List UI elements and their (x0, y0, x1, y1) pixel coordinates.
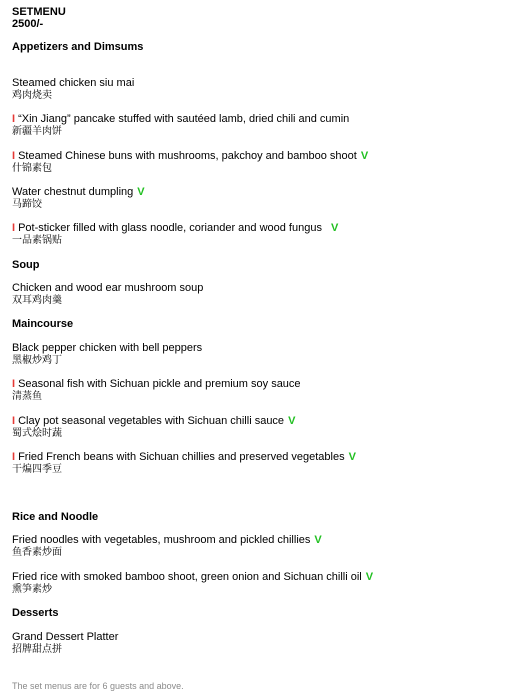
menu-item-zh: 鱼香素炒面 (12, 547, 62, 558)
menu-item-en: Clay pot seasonal vegetables with Sichuan chilli sauce (18, 415, 285, 427)
veg-marker-icon: V (348, 451, 356, 463)
menu-item (12, 534, 322, 547)
menu-item-en: Fried rice with smoked bamboo shoot, green onion and Sichuan chilli oil (12, 571, 362, 583)
menu-item-en: Fried French beans with Sichuan chillies and preserved vegetables (18, 451, 345, 463)
menu-item-zh: 新疆羊肉饼 (12, 126, 62, 137)
veg-marker-icon: V (288, 415, 296, 427)
spicy-marker-icon: I (12, 378, 16, 390)
section-heading-rice-noodle: Rice and Noodle (12, 511, 99, 523)
menu-item (12, 150, 368, 163)
menu-item (12, 451, 356, 464)
menu-page (12, 0, 502, 700)
spicy-marker-icon: I (12, 150, 16, 162)
menu-item-zh: 干煸四季豆 (12, 464, 62, 475)
menu-item-en: Grand Dessert Platter (12, 631, 119, 643)
menu-item (12, 378, 301, 391)
menu-item-en: Steamed chicken siu mai (12, 77, 135, 89)
menu-item-en: Water chestnut dumpling (12, 186, 134, 198)
menu-item-zh: 马蹄饺 (12, 199, 42, 210)
veg-marker-icon: V (360, 150, 369, 162)
menu-item-zh: 鸡肉烧卖 (12, 90, 52, 101)
menu-item-en: Black pepper chicken with bell peppers (12, 342, 203, 354)
menu-item-zh: 双耳鸡肉羹 (12, 295, 62, 306)
spicy-marker-icon: I (12, 451, 16, 463)
spicy-marker-icon: I (12, 415, 16, 427)
spicy-marker-icon: I (12, 113, 16, 125)
menu-item-zh: 清蒸鱼 (12, 391, 42, 402)
menu-item-en: Fried noodles with vegetables, mushroom and pickled chillies (12, 534, 311, 546)
veg-marker-icon: V (330, 222, 339, 234)
menu-item (12, 415, 295, 428)
spicy-marker-icon: I (12, 222, 16, 234)
menu-item-en: Seasonal fish with Sichuan pickle and premium soy sauce (18, 378, 301, 390)
menu-item (12, 113, 349, 126)
menu-item-zh: 黑椒炒鸡丁 (12, 355, 62, 366)
menu-item-en: Pot-sticker filled with glass noodle, coriander and wood fungus (18, 222, 322, 234)
section-heading-appetizers: Appetizers and Dimsums (12, 41, 144, 53)
veg-marker-icon: V (314, 534, 322, 546)
section-heading-soup: Soup (12, 259, 40, 271)
section-heading-desserts: Desserts (12, 607, 59, 619)
menu-item (12, 571, 373, 584)
menu-footer-note: The set menus are for 6 guests and above. (12, 681, 184, 691)
menu-item-en: Chicken and wood ear mushroom soup (12, 282, 204, 294)
section-heading-maincourse: Maincourse (12, 318, 74, 330)
menu-item-en: Steamed Chinese buns with mushrooms, pakchoy and bamboo shoot (18, 150, 357, 162)
menu-item (12, 222, 338, 235)
menu-item-zh: 什锦素包 (12, 163, 52, 174)
menu-title: SETMENU (12, 6, 66, 18)
menu-price: 2500/- (12, 18, 44, 30)
menu-item-zh: 一品素锅贴 (12, 235, 62, 246)
menu-item-zh: 招牌甜点拼 (12, 644, 62, 655)
menu-item (12, 186, 145, 199)
menu-item-zh: 熏笋素炒 (12, 584, 52, 595)
menu-item-en: “Xin Jiang” pancake stuffed with sautéed lamb, dried chili and cumin (18, 113, 350, 125)
veg-marker-icon: V (137, 186, 145, 198)
menu-item-zh: 蜀式烩时蔬 (12, 428, 62, 439)
veg-marker-icon: V (365, 571, 374, 583)
